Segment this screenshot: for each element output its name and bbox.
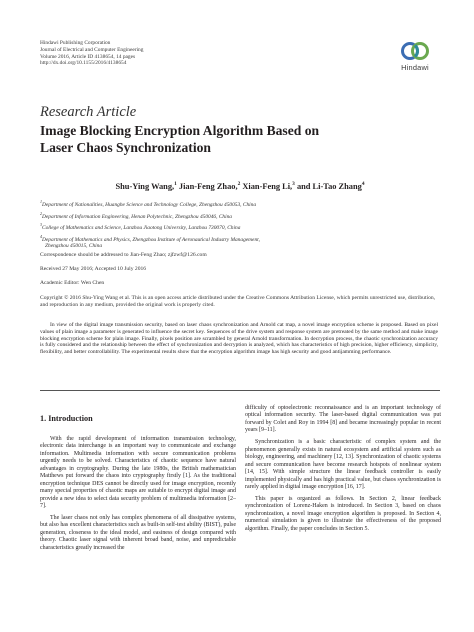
article-type: Research Article: [40, 104, 137, 120]
paragraph: The laser chaos not only has complex phenomena of all dissipative systems, but also has excellent characteristics such as built-in self-test ability (BIST), pulse generation, closeness to the ideal model, and easiness of design compared with theory. Chaotic laser signal with inherent broad band, noise, and unpredictable characteristics greatly increased the: [40, 515, 236, 551]
paragraph: difficulty of optoelectronic reconnaissance and is an important technology of optical information security. The laser-based digital communication was put forward by Colet and Roy in 1994 [8] and became increasingly popular in recent years [9–11].: [245, 405, 441, 434]
author-name: Jian-Feng Zhao,: [178, 181, 238, 191]
copyright-notice: Copyright © 2016 Shu-Ying Wang et al. This is an open access article distributed under the Creative Commons Attribution License, which permits unrestricted use, distribution, and reproduction in any medium, provided the original work is properly cited.: [40, 295, 436, 308]
affiliation-sup: 4: [40, 233, 42, 239]
author-sup: 4: [361, 181, 365, 187]
academic-editor: Academic Editor: Wen Chen: [40, 280, 105, 286]
affiliation: [40, 243, 440, 250]
author-name: Xian-Feng Li,: [242, 181, 293, 191]
volume-info: Volume 2016, Article ID 4138654, 14 pages: [40, 53, 136, 60]
affiliation: [40, 222, 440, 232]
section-heading: 1. Introduction: [40, 414, 93, 423]
title-line: Laser Chaos Synchronization: [40, 140, 211, 155]
affiliation-list: [40, 199, 440, 252]
affiliation-sup: 2: [40, 210, 42, 216]
paragraph: Synchronization is a basic characteristic of complex system and the phenomenon generally exists in natural ecosystem and artificial system such as biology, engineering, and machinery [12, 13]. Synchronization of chaotic systems and secure communication have become research hotspots of nonlinear system [14, 15]. With simple structure the linear feedback controller is easily implemented physically and has high practical value, but chaos synchronization is rarely applied in digital image encryption [16, 17].: [245, 439, 441, 491]
title-line: Image Blocking Encryption Algorithm Based on: [40, 123, 320, 138]
abstract: In view of the digital image transmission security, based on laser chaos synchronization and Arnold cat map, a novel image encryption scheme is proposed. Based on pixel values of plain image a parameter is generated to influence the secret key. Sequences of the drive system and response system are pretreated by the same method and make image blocking encryption scheme for plain image. Finally, pixels position are scrambled by general Arnold transformation. In decryption process, the chaotic synchronization accuracy is fully considered and the relationship between the effect of synchronization and decryption is analyzed, which has characteristics of high precision, higher efficiency, simplicity, flexibility, and better controllability. The experimental results show that the encryption algorithm image has high security and good antijamming performance.: [40, 322, 438, 355]
column-right: [245, 405, 441, 533]
affiliation-text: Department of Nationalities, Huanghe Science and Technology College, Zhengzhou 450053, China: [42, 201, 257, 208]
journal-info: [40, 40, 143, 67]
author-sup: 3: [292, 181, 295, 187]
author-sup: 1: [174, 181, 177, 187]
paragraph: With the rapid development of information transmission technology, electronic data interchange is an important way to communicate and exchange information. Multimedia information with secure communication problems urgently needs to be solved. Characteristics of chaotic sequence have natural advantages in cryptography. During the late 1980s, the British mathematician Matthews put forward the chaos into cryptography firstly [1]. As the traditional encryption technique DES cannot be directly used for image encryption, recently many special properties of chaotic maps are suitable to encrypt digital image and provide a new idea to select data security problem of multimedia information [2–7].: [40, 436, 236, 510]
author-list: [40, 181, 440, 191]
affiliation-text: Department of Mathematics and Physics, Zhengzhou Institute of Aeronautical Industry Management,: [42, 236, 260, 243]
paragraph: This paper is organized as follows. In Section 2, linear feedback synchronization of Lorenz-Haken is introduced. In Section 3, based on chaos synchronization, a novel image encryption algorithm is proposed. In Section 4, numerical simulation is given to illustrate the effectiveness of the proposed algorithm. Finally, the paper concludes in Section 5.: [245, 495, 441, 532]
affiliation-text: Department of Information Engineering, Henan Polytechnic, Zhengzhou 450046, China: [42, 213, 232, 220]
author-name: and Li-Tao Zhang: [296, 181, 362, 191]
divider: [40, 390, 440, 391]
affiliation: [40, 234, 440, 244]
page-title: [40, 122, 440, 156]
hindawi-logo: [392, 40, 438, 72]
affiliation-sup: 3: [40, 222, 42, 227]
affiliation-text: College of Mathematics and Science, Lanzhou Jiaotong University, Lanzhou 730070, China: [42, 224, 241, 231]
author-name: Shu-Ying Wang,: [115, 181, 175, 191]
logo-wordmark: Hindawi: [401, 63, 429, 72]
affiliation-text: Zhengzhou 450015, China: [45, 243, 103, 250]
doi-link[interactable]: http://dx.doi.org/10.1155/2016/4138654: [40, 60, 127, 67]
affiliation: [40, 199, 440, 209]
author-sup: 2: [237, 181, 241, 187]
column-left: [40, 404, 236, 552]
publisher: Hindawi Publishing Corporation: [40, 40, 111, 46]
received-dates: Received 27 May 2016; Accepted 10 July 2016: [40, 266, 147, 272]
affiliation-sup: 1: [40, 199, 42, 204]
affiliation: [40, 211, 440, 221]
hindawi-rings-icon: [400, 40, 430, 62]
journal-name: Journal of Electrical and Computer Engineering: [40, 46, 144, 53]
correspondence: Correspondence should be addressed to Jian-Feng Zhao; zjfzwf@126.com: [40, 252, 207, 258]
